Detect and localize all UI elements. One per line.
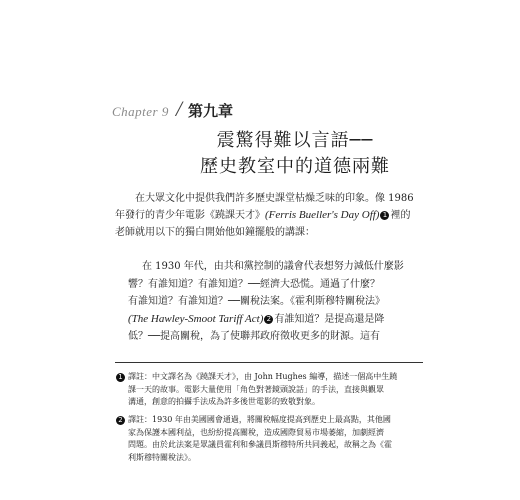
paragraph-text: 裡的 <box>390 210 411 221</box>
quote-line: 在 1930 年代，由共和黨控制的議會代表想努力減低什麼影 <box>142 261 404 272</box>
footnote-line: 家為保護本國利益，也紛紛提高關稅，造成國際貿易市場萎縮，加劇經濟 <box>128 427 384 437</box>
intro-paragraph <box>115 190 415 241</box>
footnote-text <box>128 414 425 464</box>
chapter-number: 第九章 <box>188 102 234 120</box>
footnote-line: 譯註：1930 年由美國國會通過，將關稅幅度提高到歷史上最高點，其他國 <box>128 415 391 424</box>
chapter-label: Chapter 9 <box>112 104 169 119</box>
quote-line <box>128 311 408 329</box>
film-english-title: (Ferris Bueller's Day Off) <box>265 209 380 221</box>
footnote-2 <box>115 414 425 464</box>
paragraph-line: 在大眾文化中提供我們許多歷史課堂枯燥乏味的印象。像 1986 <box>135 193 414 204</box>
act-english-title: (The Hawley-Smoot Tariff Act) <box>128 312 264 325</box>
chapter-title-line-1: 震驚得難以言語── <box>216 130 374 151</box>
footnote-line: 譯註：中文譯名為《蹺課天才》，由 John Hughes 編導，描述一個高中生蹺 <box>128 372 398 381</box>
footnote-line: 溝通，創意的拍攝手法成為許多後世電影的致敬對象。 <box>128 397 320 406</box>
paragraph-line <box>115 207 415 224</box>
chapter-title-line-2: 歷史教室中的道德兩難 <box>200 156 390 177</box>
footnote-marker: 1 <box>116 373 125 382</box>
paragraph-text: 年發行的青少年電影《蹺課天才》 <box>115 210 265 221</box>
footnote-reference-1[interactable]: 1 <box>380 211 389 220</box>
paragraph-line: 老師就用以下的獨白開始他如鐘擺般的講課： <box>115 227 315 238</box>
footnote-line: 問題。由於此法案是眾議員霍利和參議員斯穆特所共同義起，故稱之為《霍 <box>128 440 392 449</box>
footnote-1 <box>115 371 425 409</box>
footnote-text <box>128 371 425 409</box>
quote-text: 有誰知道？是提高還是降 <box>274 313 385 325</box>
footnote-reference-2[interactable]: 2 <box>264 315 273 324</box>
footnote-line: 課一天的故事。電影大量使用「角色對著鏡頭說話」的手法，直接與觀眾 <box>128 384 384 394</box>
chapter-separator: / <box>175 96 182 121</box>
quote-line: 響？有誰知道？有誰知道？──經濟大恐慌。通過了什麼？ <box>128 278 381 290</box>
quote-line: 有誰知道？有誰知道？──關稅法案。《霍利斯穆特關稅法》 <box>128 296 386 307</box>
footnote-divider <box>115 362 423 363</box>
chapter-heading <box>112 96 233 122</box>
quote-line: 低？──提高關稅，為了使聯邦政府徵收更多的財源。這有 <box>128 331 381 342</box>
footnote-line: 利斯穆特關稅法》。 <box>128 452 196 462</box>
footnote-marker: 2 <box>116 416 125 425</box>
block-quote <box>128 258 408 346</box>
